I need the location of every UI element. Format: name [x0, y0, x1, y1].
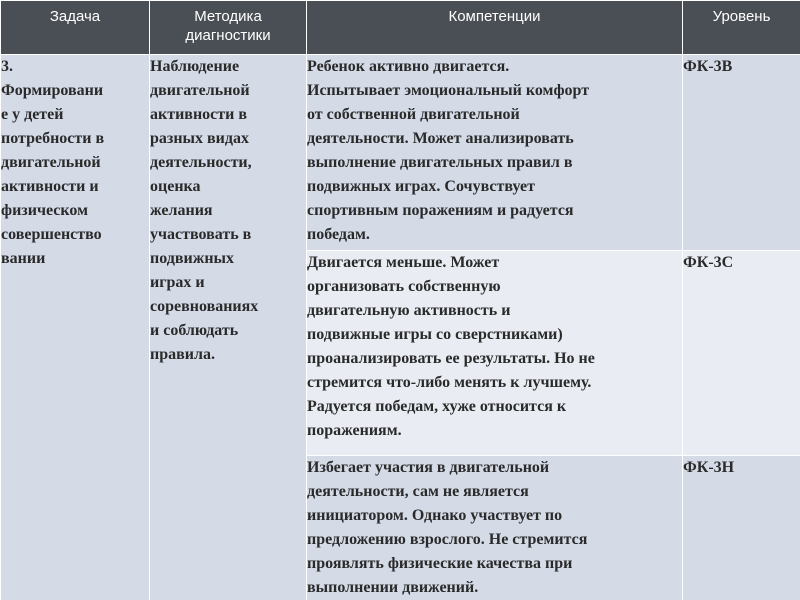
- competency-text: Избегает участия в двигательной деятельности, сам не является инициатором. Однако участвует по предложению взрослого. Не стремится проявлять физические качества при выполнении движений.: [307, 459, 588, 596]
- task-text: 3. Формировани е у детей потребности в двигательной активности и физическом совершенство вании: [1, 58, 105, 267]
- level-cell: [683, 55, 800, 251]
- header-method-label: Методика диагностики: [185, 8, 271, 44]
- level-cell: [683, 456, 800, 600]
- header-level: [683, 1, 800, 55]
- competency-cell: [307, 55, 683, 251]
- header-task: [1, 1, 150, 55]
- header-row: [1, 1, 800, 55]
- header-level-label: Уровень: [712, 8, 771, 25]
- task-cell: [1, 55, 150, 600]
- competency-cell: [307, 456, 683, 600]
- competency-text: Ребенок активно двигается. Испытывает эмоциональный комфорт от собственной двигательной деятельности. Может анализировать выполнение двигательных правил в подвижных играх. Сочувствует спортивным поражениям и радуется победам.: [307, 58, 590, 243]
- competency-text: Двигается меньше. Может организовать собственную двигательную активность и подвижные игры со сверстниками) проанализировать ее результаты. Но не стремится что-либо менять к лучшему. Радуется победам, хуже относится к поражениям.: [307, 254, 595, 439]
- level-text: ФК-3В: [683, 58, 733, 75]
- header-task-label: Задача: [49, 8, 101, 25]
- competency-cell: [307, 251, 683, 456]
- level-cell: [683, 251, 800, 456]
- header-method: [150, 1, 307, 55]
- method-text: Наблюдение двигательной активности в разных видах деятельности, оценка желания участвовать в подвижных играх и соревнованиях и соблюдать правила.: [150, 58, 259, 363]
- header-competencies-label: Компетенции: [448, 8, 541, 25]
- level-text: ФК-3Н: [683, 459, 735, 476]
- level-text: ФК-3С: [683, 254, 734, 271]
- table-row: [1, 55, 800, 251]
- header-competencies: [307, 1, 683, 55]
- method-cell: [150, 55, 307, 600]
